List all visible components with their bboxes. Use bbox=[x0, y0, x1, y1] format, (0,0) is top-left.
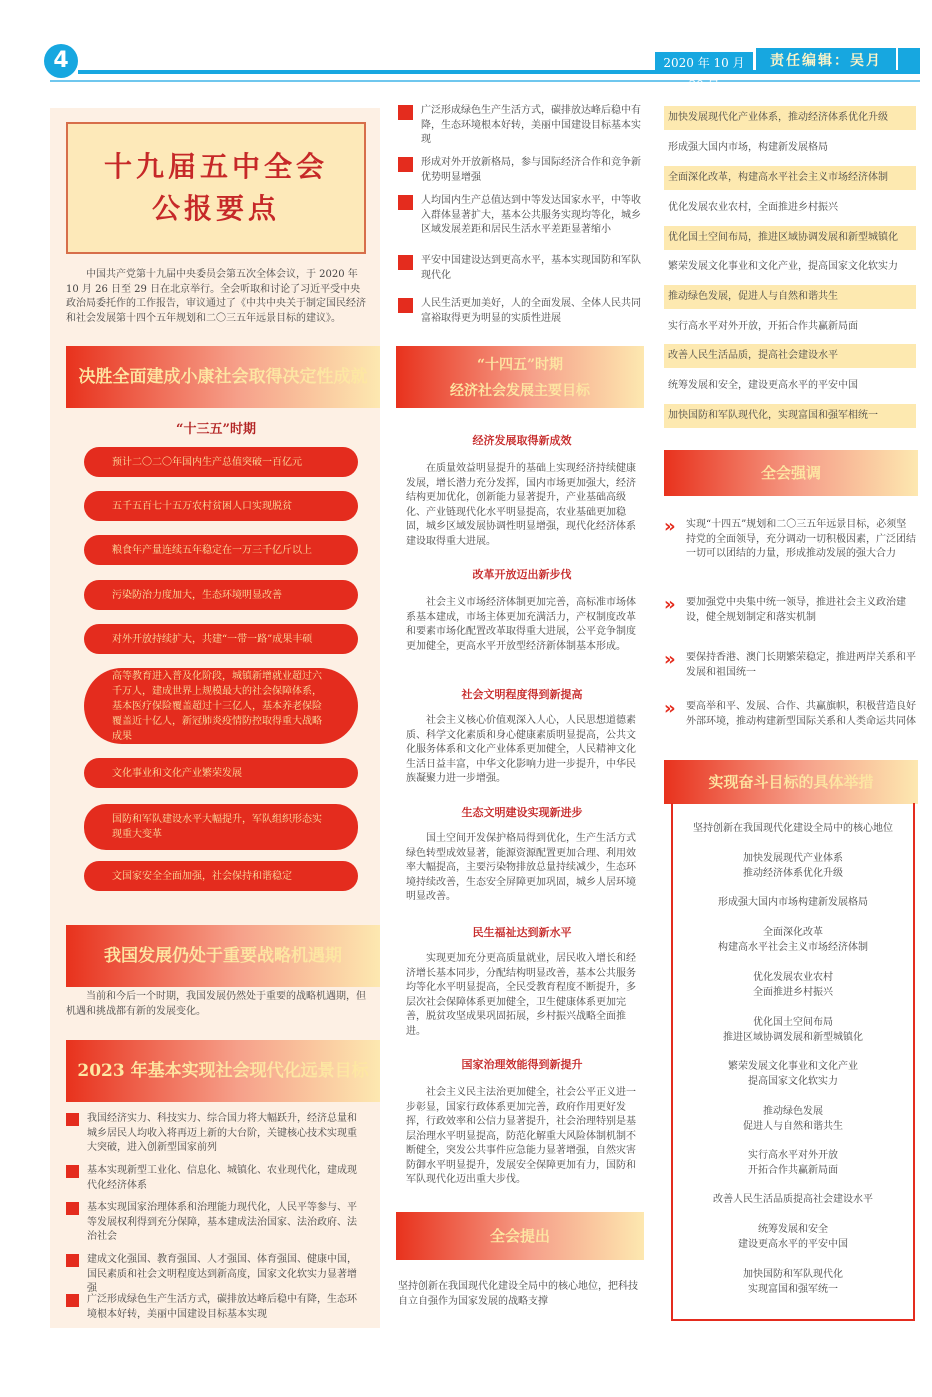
measure-item: 推动绿色发展 促进人与自然和谐共生 bbox=[743, 1106, 843, 1132]
banner-line-2: 经济社会发展主要目标 bbox=[450, 383, 590, 399]
achievement-pill: 高等教育进入普及化阶段，城镇新增就业超过六千万人，建成世界上规模最大的社会保障体系，基本医疗保险覆盖超过十三亿人，基本养老保险覆盖近十亿人，新冠肺炎疫情防控取得重大战略成果 bbox=[84, 668, 358, 744]
headline-line-2: 公报要点 bbox=[151, 192, 280, 225]
goal-paragraph: 在质量效益明显提升的基础上实现经济持续健康发展，增长潜力充分发挥，国内市场更加强大，经济结构更加优化，创新能力显著提升，产业基础高级化、产业链现代化水平明显提高，农业基础更加稳固，城乡区域发展协调性明显增强，现代化经济体系建设取得重大进展。 bbox=[406, 463, 636, 547]
headline-box bbox=[66, 122, 366, 254]
measure-bar: 实行高水平对外开放，开拓合作共赢新局面 bbox=[668, 321, 858, 332]
measure-bar: 优化发展农业农村，全面推进乡村振兴 bbox=[668, 202, 838, 213]
section-banner-emphasis: 全会强调 bbox=[664, 450, 918, 496]
target-bullet: 形成对外开放新格局，参与国际经济合作和竞争新优势明显增强 bbox=[398, 156, 650, 185]
goal-bullet: 我国经济实力、科技实力、综合国力将大幅跃升，经济总量和城乡居民人均收入将再迈上新的大台阶，关键核心技术实现重大突破，进入创新型国家前列 bbox=[66, 1112, 366, 1156]
measure-item: 实行高水平对外开放 开拓合作共赢新局面 bbox=[748, 1150, 838, 1176]
target-bullet: 广泛形成绿色生产生活方式，碳排放达峰后稳中有降，生态环境根本好转，美丽中国建设目标基本实现 bbox=[398, 104, 650, 148]
goal-paragraph: 社会主义核心价值观深入人心，人民思想道德素质、科学文化素质和身心健康素质明显提高，公共文化服务体系和文化产业体系更加健全，人民精神文化生活日益丰富，中华文化影响力进一步提升，中华民族凝聚力进一步增强。 bbox=[406, 715, 636, 784]
red-square-icon bbox=[398, 298, 413, 313]
achievement-pill: 五千五百七十五万农村贫困人口实现脱贫 bbox=[84, 491, 358, 521]
achievement-pill: 文国家安全全面加强，社会保持和谐稳定 bbox=[84, 861, 358, 891]
measure-item: 全面深化改革 构建高水平社会主义市场经济体制 bbox=[718, 927, 868, 953]
achievement-pill: 污染防治力度加大，生态环境明显改善 bbox=[84, 580, 358, 610]
red-square-icon bbox=[398, 195, 413, 210]
goal-paragraph: 社会主义民主法治更加健全，社会公平正义进一步彰显，国家行政体系更加完善，政府作用更好发挥，行政效率和公信力显著提升，社会治理特别是基层治理水平明显提高，防范化解重大风险体制机制不断健全，突发公共事件应急能力显著增强，自然灾害防御水平明显提升，发展安全保障更加有力，国防和军队现代化迈出重大步伐。 bbox=[406, 1087, 636, 1185]
achievement-pill: 国防和军队建设水平大幅提升，军队组织形态实现重大变革 bbox=[84, 804, 358, 850]
measure-item: 优化国土空间布局 推进区域协调发展和新型城镇化 bbox=[723, 1017, 863, 1043]
goal-bullet: 广泛形成绿色生产生活方式，碳排放达峰后稳中有降，生态环境根本好转，美丽中国建设目标基本实现 bbox=[66, 1293, 366, 1322]
section-banner-proposal: 全会提出 bbox=[396, 1212, 644, 1260]
page-header bbox=[0, 0, 932, 90]
double-chevron-icon: » bbox=[664, 698, 676, 719]
achievement-pill: 预计二〇二〇年国内生产总值突破一百亿元 bbox=[84, 447, 358, 477]
measure-item: 改善人民生活品质提高社会建设水平 bbox=[713, 1194, 873, 1205]
goal-bullet: 建成文化强国、教育强国、人才强国、体育强国、健康中国，国民素质和社会文明程度达到新高度，国家文化软实力显著增强 bbox=[66, 1253, 366, 1297]
measure-item: 形成强大国内市场构建新发展格局 bbox=[718, 897, 868, 908]
red-square-icon bbox=[398, 157, 413, 172]
measure-item: 加快国防和军队现代化 实现富国和强军统一 bbox=[743, 1269, 843, 1295]
measure-bar: 优化国土空间布局，推进区域协调发展和新型城镇化 bbox=[664, 226, 916, 250]
measure-bar: 全面深化改革，构建高水平社会主义市场经济体制 bbox=[664, 166, 916, 190]
intro-paragraph: 中国共产党第十九届中央委员会第五次全体会议，于 2020 年 10 月 26 日至 29 日在北京举行。全会听取和讨论了习近平受中央政治局委托作的工作报告，审议通过了《中共中央关于制定国民经济和社会发展第十四个五年规划和二〇三五年远景目标的建议》。 bbox=[66, 269, 366, 324]
goal-subheading: 社会文明程度得到新提高 bbox=[461, 688, 583, 701]
emphasis-item: » 要加强党中央集中统一领导，推进社会主义政治建设，健全规划制定和落实机制 bbox=[664, 596, 916, 625]
red-square-icon bbox=[66, 1202, 79, 1215]
achievement-pill: 文化事业和文化产业繁荣发展 bbox=[84, 758, 358, 788]
measure-bar: 统筹发展和安全，建设更高水平的平安中国 bbox=[668, 380, 858, 391]
goal-subheading: 国家治理效能得到新提升 bbox=[461, 1058, 583, 1071]
target-bullet: 人均国内生产总值达到中等发达国家水平，中等收入群体显著扩大，基本公共服务实现均等化，城乡区域发展差距和居民生活水平差距显著缩小 bbox=[398, 194, 650, 238]
double-chevron-icon: » bbox=[664, 649, 676, 670]
red-square-icon bbox=[398, 255, 413, 270]
emphasis-item: » 实现“十四五”规划和二〇三五年远景目标，必须坚持党的全面领导，充分调动一切积极因素，广泛团结一切可以团结的力量，形成推动发展的强大合力 bbox=[664, 518, 916, 562]
measure-bar: 形成强大国内市场，构建新发展格局 bbox=[668, 142, 828, 153]
issue-date: 2020 年 10 月 30 日 bbox=[655, 52, 753, 74]
section-banner-achievements: 决胜全面建成小康社会取得决定性成就 bbox=[66, 346, 380, 408]
header-rule-thin bbox=[50, 80, 920, 82]
section-banner-measures: 实现奋斗目标的具体举措 bbox=[664, 760, 918, 804]
red-square-icon bbox=[398, 105, 413, 120]
period-label: “十三五”时期 bbox=[176, 422, 256, 437]
page-number: 4 bbox=[44, 44, 78, 78]
measure-bar: 加快发展现代化产业体系，推动经济体系优化升级 bbox=[664, 106, 916, 130]
achievement-pill: 对外开放持续扩大，共建“一带一路”成果丰硕 bbox=[84, 624, 358, 654]
proposal-text: 坚持创新在我国现代化建设全局中的核心地位，把科技自立自强作为国家发展的战略支撑 bbox=[398, 1281, 638, 1307]
red-square-icon bbox=[66, 1254, 79, 1267]
section-banner-2035-goals: 2023 年基本实现社会现代化远景目标 bbox=[66, 1040, 380, 1102]
emphasis-item: » 要保持香港、澳门长期繁荣稳定，推进两岸关系和平发展和祖国统一 bbox=[664, 651, 916, 680]
section-banner-14th-plan bbox=[396, 346, 644, 408]
measure-item: 加快发展现代产业体系 推动经济体系优化升级 bbox=[743, 853, 843, 879]
goal-subheading: 民生福祉达到新水平 bbox=[472, 926, 572, 939]
measure-item: 统筹发展和安全 建设更高水平的平安中国 bbox=[738, 1224, 848, 1250]
red-square-icon bbox=[66, 1113, 79, 1126]
section-banner-opportunity: 我国发展仍处于重要战略机遇期 bbox=[66, 925, 380, 987]
goal-paragraph: 社会主义市场经济体制更加完善，高标准市场体系基本建成，市场主体更加充满活力，产权制度改革和要素市场化配置改革取得重大进展，公平竞争制度更加健全，更高水平开放型经济新体制基本形成。 bbox=[406, 597, 636, 652]
editor-credit: 责任编辑：吴月 bbox=[756, 48, 896, 74]
measure-bar: 推动绿色发展，促进人与自然和谐共生 bbox=[664, 285, 916, 309]
goal-bullet: 基本实现国家治理体系和治理能力现代化，人民平等参与、平等发展权利得到充分保障，基本建成法治国家、法治政府、法治社会 bbox=[66, 1201, 366, 1245]
banner-line-1: “十四五”时期 bbox=[476, 357, 564, 373]
target-bullet: 人民生活更加美好，人的全面发展、全体人民共同富裕取得更为明显的实质性进展 bbox=[398, 297, 650, 326]
header-tab-end bbox=[898, 48, 920, 74]
goal-paragraph: 实现更加充分更高质量就业，居民收入增长和经济增长基本同步，分配结构明显改善，基本公共服务均等化水平明显提高，全民受教育程度不断提升，多层次社会保障体系更加健全，卫生健康体系更加完善，脱贫攻坚成果巩固拓展，乡村振兴战略全面推进。 bbox=[406, 953, 636, 1037]
goal-subheading: 生态文明建设实现新进步 bbox=[461, 806, 583, 819]
goal-subheading: 经济发展取得新成效 bbox=[472, 434, 572, 447]
headline-line-1: 十九届五中全会 bbox=[103, 150, 328, 183]
emphasis-item: » 要高举和平、发展、合作、共赢旗帜，积极营造良好外部环境，推动构建新型国际关系和人类命运共同体 bbox=[664, 700, 916, 729]
opportunity-text: 当前和今后一个时期，我国发展仍然处于重要的战略机遇期，但机遇和挑战都有新的发展变化。 bbox=[66, 991, 366, 1017]
double-chevron-icon: » bbox=[664, 516, 676, 537]
goal-paragraph: 国土空间开发保护格局得到优化，生产生活方式绿色转型成效显著，能源资源配置更加合理、利用效率大幅提高，主要污染物排放总量持续减少，生态环境持续改善，生态安全屏障更加巩固，城乡人居环境明显改善。 bbox=[406, 833, 636, 902]
measure-bar: 改善人民生活品质，提高社会建设水平 bbox=[664, 344, 916, 368]
target-bullet: 平安中国建设达到更高水平，基本实现国防和军队现代化 bbox=[398, 254, 650, 283]
goal-bullet: 基本实现新型工业化、信息化、城镇化、农业现代化，建成现代化经济体系 bbox=[66, 1164, 366, 1193]
goal-subheading: 改革开放迈出新步伐 bbox=[472, 568, 572, 581]
double-chevron-icon: » bbox=[664, 594, 676, 615]
measure-bar: 加快国防和军队现代化，实现富国和强军相统一 bbox=[664, 404, 916, 428]
measure-item: 坚持创新在我国现代化建设全局中的核心地位 bbox=[693, 823, 893, 834]
measure-bar: 繁荣发展文化事业和文化产业，提高国家文化软实力 bbox=[668, 261, 898, 272]
measure-item: 繁荣发展文化事业和文化产业 提高国家文化软实力 bbox=[728, 1061, 858, 1087]
measure-item: 优化发展农业农村 全面推进乡村振兴 bbox=[753, 972, 833, 998]
red-square-icon bbox=[66, 1165, 79, 1178]
achievement-pill: 粮食年产量连续五年稳定在一万三千亿斤以上 bbox=[84, 535, 358, 565]
red-square-icon bbox=[66, 1294, 79, 1307]
